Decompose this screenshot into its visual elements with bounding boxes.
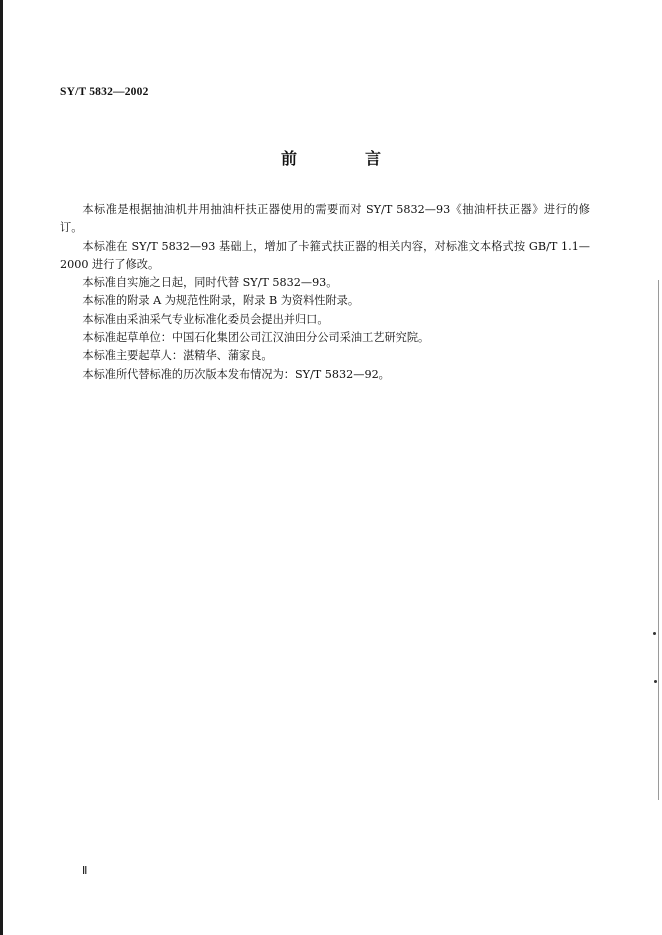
paragraph-supersedes: 本标准自实施之日起，同时代替 SY/T 5832—93。 xyxy=(82,276,338,290)
scan-edge-left xyxy=(0,0,3,935)
scan-speck xyxy=(653,632,656,635)
foreword-body xyxy=(60,201,590,384)
paragraph-history: 本标准所代替标准的历次版本发布情况为：SY/T 5832—92。 xyxy=(82,367,390,381)
standard-code: SY/T 5832—2002 xyxy=(60,86,149,98)
page-number: Ⅱ xyxy=(82,865,88,877)
page-title: 前 言 xyxy=(280,149,407,168)
paragraph-revision: 本标准是根据抽油机井用抽油杆扶正器使用的需要而对 SY/T 5832—93《抽油杆扶正器》进行的修订。 xyxy=(60,203,590,235)
paragraph-drafters: 本标准主要起草人：湛精华、蒲家良。 xyxy=(82,349,273,363)
paragraph-proposer: 本标准由采油采气专业标准化委员会提出并归口。 xyxy=(82,312,329,326)
paragraph-drafting-unit: 本标准起草单位：中国石化集团公司江汉油田分公司采油工艺研究院。 xyxy=(82,331,430,345)
scan-edge-right xyxy=(658,280,659,800)
scan-speck xyxy=(654,680,657,683)
paragraph-changes: 本标准在 SY/T 5832—93 基础上，增加了卡箍式扶正器的相关内容，对标准文本格式按 GB/T 1.1—2000 进行了修改。 xyxy=(60,239,590,271)
paragraph-appendices: 本标准的附录 A 为规范性附录，附录 B 为资料性附录。 xyxy=(82,294,360,308)
